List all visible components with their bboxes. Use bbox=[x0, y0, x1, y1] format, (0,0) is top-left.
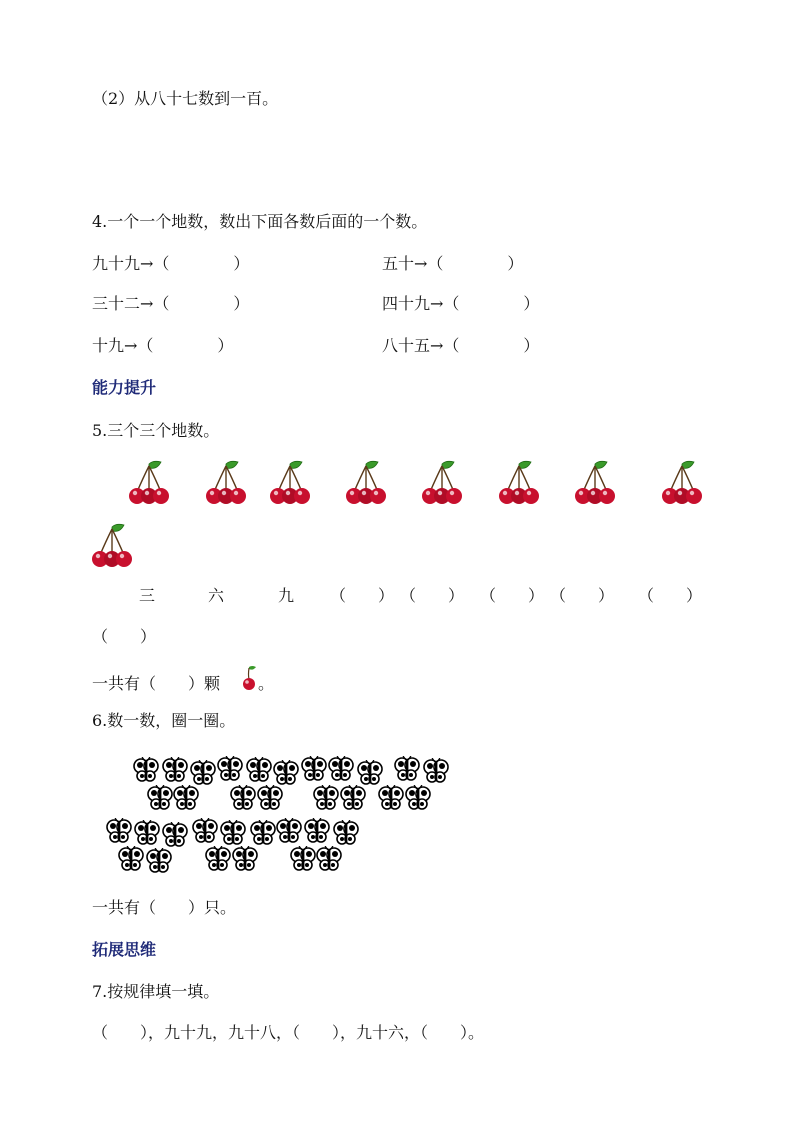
butterfly-icon bbox=[333, 820, 359, 846]
butterfly-icon bbox=[147, 785, 173, 811]
q5-label-0: 三 bbox=[139, 586, 156, 605]
butterfly-icon bbox=[313, 785, 339, 811]
butterfly-icon bbox=[378, 785, 404, 811]
cherry-icon bbox=[660, 458, 704, 506]
butterfly-icon bbox=[357, 760, 383, 786]
butterfly-icon bbox=[205, 846, 231, 872]
question-7-title: 7.按规律填一填。 bbox=[92, 982, 220, 1001]
question-5-title: 5.三个三个地数。 bbox=[92, 421, 220, 440]
butterfly-icon bbox=[276, 818, 302, 844]
butterfly-icon bbox=[146, 848, 172, 874]
single-cherry-icon bbox=[240, 665, 258, 691]
q5-blank-3: （ ） bbox=[550, 586, 615, 605]
section-ability-heading: 能力提升 bbox=[92, 378, 157, 397]
butterfly-icon bbox=[301, 756, 327, 782]
cherry-icon bbox=[127, 458, 171, 506]
q4-right-2: 八十五→（ ） bbox=[382, 336, 540, 355]
butterfly-icon bbox=[217, 756, 243, 782]
butterfly-icon bbox=[405, 785, 431, 811]
butterfly-icon bbox=[133, 757, 159, 783]
butterfly-icon bbox=[304, 818, 330, 844]
butterfly-icon bbox=[134, 820, 160, 846]
q5-blank-1: （ ） bbox=[400, 586, 465, 605]
butterfly-icon bbox=[118, 846, 144, 872]
butterfly-icon bbox=[250, 820, 276, 846]
butterfly-icon bbox=[162, 757, 188, 783]
butterfly-icon bbox=[423, 758, 449, 784]
butterfly-icon bbox=[230, 785, 256, 811]
q5-blank-0: （ ） bbox=[330, 586, 395, 605]
item-2-text: （2）从八十七数到一百。 bbox=[92, 89, 279, 108]
cherry-icon bbox=[573, 458, 617, 506]
q5-total-suffix: 。 bbox=[258, 674, 275, 693]
cherry-icon bbox=[344, 458, 388, 506]
q4-right-1: 四十九→（ ） bbox=[382, 294, 540, 313]
butterfly-icon bbox=[340, 785, 366, 811]
butterfly-icon bbox=[290, 846, 316, 872]
q5-blank-4: （ ） bbox=[638, 586, 703, 605]
q7-sequence: （ ），九十九，九十八，（ ），九十六，（ ）。 bbox=[92, 1023, 485, 1042]
q5-label-2: 九 bbox=[278, 586, 295, 605]
butterfly-icon bbox=[257, 785, 283, 811]
q5-blank-5: （ ） bbox=[92, 627, 157, 646]
question-4-title: 4.一个一个地数，数出下面各数后面的一个数。 bbox=[92, 212, 428, 231]
butterfly-icon bbox=[192, 818, 218, 844]
cherry-icon bbox=[420, 458, 464, 506]
q5-label-1: 六 bbox=[208, 586, 225, 605]
question-6-title: 6.数一数，圈一圈。 bbox=[92, 711, 236, 730]
butterfly-icon bbox=[316, 846, 342, 872]
q5-total-text: 一共有（ ）颗 bbox=[92, 674, 221, 693]
butterfly-icon bbox=[190, 760, 216, 786]
cherry-icon bbox=[268, 458, 312, 506]
butterfly-icon bbox=[162, 822, 188, 848]
q4-right-0: 五十→（ ） bbox=[382, 254, 524, 273]
butterfly-icon bbox=[328, 756, 354, 782]
butterfly-icon bbox=[394, 756, 420, 782]
butterfly-icon bbox=[106, 818, 132, 844]
q4-left-1: 三十二→（ ） bbox=[92, 294, 250, 313]
cherry-icon bbox=[204, 458, 248, 506]
q4-left-2: 十九→（ ） bbox=[92, 336, 234, 355]
q5-blank-2: （ ） bbox=[480, 586, 545, 605]
butterfly-icon bbox=[273, 760, 299, 786]
section-expand-heading: 拓展思维 bbox=[92, 940, 157, 959]
butterfly-icon bbox=[246, 757, 272, 783]
q4-left-0: 九十九→（ ） bbox=[92, 254, 250, 273]
cherry-icon bbox=[497, 458, 541, 506]
butterfly-icon bbox=[220, 820, 246, 846]
q6-total-text: 一共有（ ）只。 bbox=[92, 898, 237, 917]
cherry-icon bbox=[90, 521, 134, 569]
butterfly-icon bbox=[173, 785, 199, 811]
butterfly-icon bbox=[232, 846, 258, 872]
